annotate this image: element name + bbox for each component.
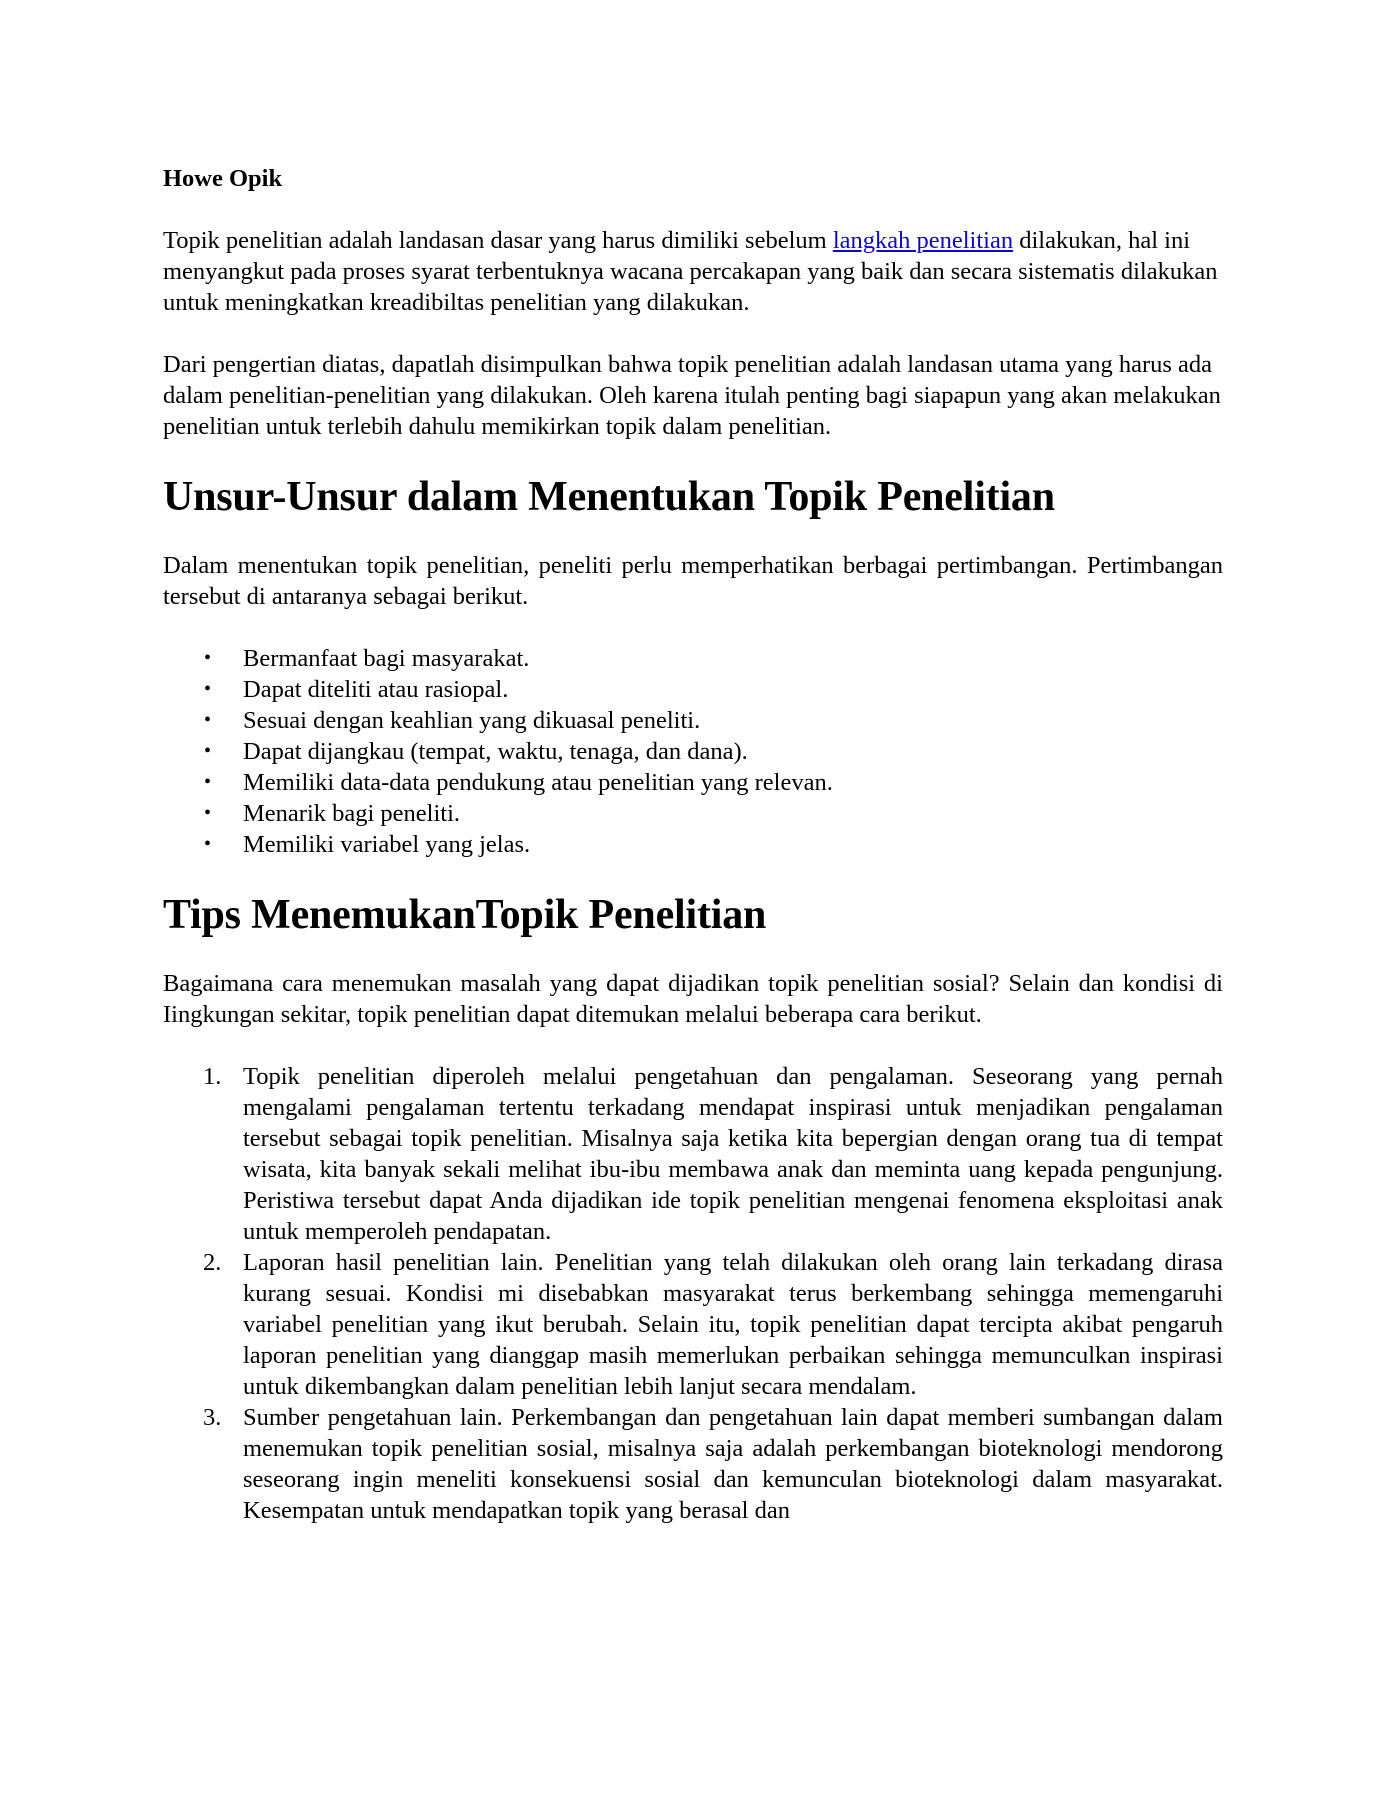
section-tips-paragraph: Bagaimana cara menemukan masalah yang dapat dijadikan topik penelitian sosial? Selain dan kondisi di Iingkungan sekitar, topik penelitian dapat ditemukan melalui beberapa cara berikut. bbox=[163, 970, 1223, 1028]
numbered-list-item bbox=[163, 1402, 1223, 1526]
author-name: Howe Opik bbox=[163, 165, 283, 192]
bullet-list-item bbox=[163, 674, 1223, 705]
numbered-list-item bbox=[163, 1061, 1223, 1247]
section-heading-unsur: Unsur-Unsur dalam Menentukan Topik Penelitian bbox=[163, 474, 1055, 520]
section-heading-tips: Tips MenemukanTopik Penelitian bbox=[163, 892, 767, 938]
bullet-item-text: Memiliki variabel yang jelas. bbox=[243, 831, 531, 858]
numbered-item-text: Sumber pengetahuan lain. Perkembangan dan pengetahuan lain dapat memberi sumbangan dalam menemukan topik penelitian sosial, misalnya saja adalah perkembangan bioteknologi mendorong seseorang ingin meneliti konsekuensi sosial dan kemunculan bioteknologi dalam masyarakat. Kesempatan untuk mendapatkan topik yang berasal dan bbox=[243, 1404, 1223, 1524]
criteria-bullet-list bbox=[163, 643, 1223, 860]
section-unsur-paragraph: Dalam menentukan topik penelitian, peneliti perlu memperhatikan berbagai pertimbangan. Pertimbangan tersebut di antaranya sebagai berikut. bbox=[163, 552, 1223, 610]
intro-text-before-link: Topik penelitian adalah landasan dasar yang harus dimiliki sebelum bbox=[163, 227, 833, 254]
bullet-item-text: Dapat diteliti atau rasiopal. bbox=[243, 676, 509, 703]
numbered-item-text: Topik penelitian diperoleh melalui pengetahuan dan pengalaman. Seseorang yang pernah mengalami pengalaman tertentu terkadang mendapat inspirasi untuk menjadikan pengalaman tersebut sebagai topik penelitian. Misalnya saja ketika kita bepergian dengan orang tua di tempat wisata, kita banyak sekali melihat ibu-ibu membawa anak dan meminta uang kepada pengunjung. Peristiwa tersebut dapat Anda dijadikan ide topik penelitian mengenai fenomena eksploitasi anak untuk memperoleh pendapatan. bbox=[243, 1063, 1223, 1245]
conclusion-paragraph: Dari pengertian diatas, dapatlah disimpulkan bahwa topik penelitian adalah landasan utama yang harus ada dalam penelitian-penelitian yang dilakukan. Oleh karena itulah penting bagi siapapun yang akan melakukan penelitian untuk terlebih dahulu memikirkan topik dalam penelitian. bbox=[163, 351, 1221, 440]
bullet-item-text: Menarik bagi peneliti. bbox=[243, 800, 461, 827]
tips-numbered-list bbox=[163, 1061, 1223, 1526]
langkah-penelitian-link[interactable]: langkah penelitian bbox=[832, 227, 1014, 254]
bullet-list-item bbox=[163, 705, 1223, 736]
list-number: 1. bbox=[203, 1063, 222, 1090]
numbered-item-text: Laporan hasil penelitian lain. Penelitian yang telah dilakukan oleh orang lain terkadang dirasa kurang sesuai. Kondisi mi disebabkan masyarakat terus berkembang sehingga memengaruhi variabel penelitian yang ikut berubah. Selain itu, topik penelitian dapat tercipta akibat pengaruh laporan penelitian yang dianggap masih memerlukan perbaikan sehingga memunculkan inspirasi untuk dikembangkan dalam penelitian lebih lanjut secara mendalam. bbox=[243, 1249, 1223, 1400]
bullet-icon: • bbox=[204, 771, 212, 793]
bullet-item-text: Bermanfaat bagi masyarakat. bbox=[243, 645, 530, 672]
numbered-list-item bbox=[163, 1247, 1223, 1402]
bullet-icon: • bbox=[204, 802, 212, 824]
bullet-item-text: Dapat dijangkau (tempat, waktu, tenaga, dan dana). bbox=[243, 738, 748, 765]
intro-paragraph bbox=[163, 225, 1223, 318]
bullet-icon: • bbox=[204, 833, 212, 855]
bullet-icon: • bbox=[204, 709, 212, 731]
bullet-icon: • bbox=[204, 647, 212, 669]
bullet-icon: • bbox=[204, 740, 212, 762]
bullet-item-text: Sesuai dengan keahlian yang dikuasal peneliti. bbox=[243, 707, 701, 734]
bullet-list-item bbox=[163, 736, 1223, 767]
bullet-list-item bbox=[163, 643, 1223, 674]
bullet-list-item bbox=[163, 767, 1223, 798]
list-number: 2. bbox=[203, 1249, 222, 1276]
bullet-item-text: Memiliki data-data pendukung atau penelitian yang relevan. bbox=[243, 769, 833, 796]
bullet-list-item bbox=[163, 798, 1223, 829]
list-number: 3. bbox=[203, 1404, 222, 1431]
bullet-list-item bbox=[163, 829, 1223, 860]
document-page bbox=[163, 163, 1223, 1526]
intro-text-after-link: dilakukan, hal ini menyangkut pada proses syarat terbentuknya wacana percakapan yang baik dan secara sistematis dilakukan untuk meningkatkan kreadibiltas penelitian yang dilakukan. bbox=[163, 227, 1218, 316]
bullet-icon: • bbox=[204, 678, 212, 700]
